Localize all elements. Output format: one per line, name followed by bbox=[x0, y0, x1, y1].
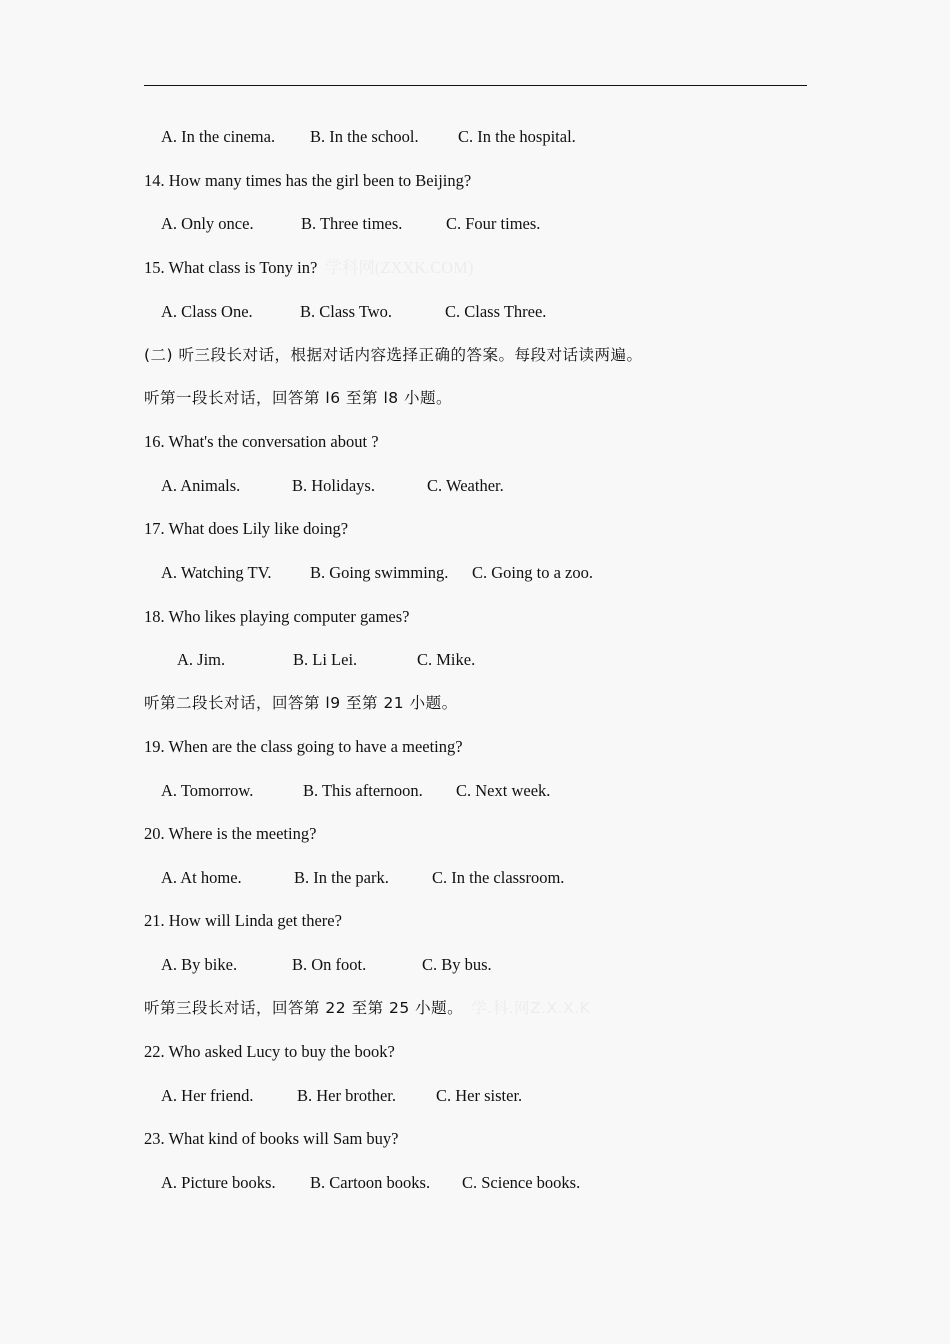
q20-question: 20. Where is the meeting? bbox=[144, 824, 317, 843]
q23-question: 23. What kind of books will Sam buy? bbox=[144, 1129, 399, 1148]
q23-option-a: A. Picture books. bbox=[161, 1173, 276, 1192]
q20-option-a: A. At home. bbox=[161, 868, 242, 887]
dialog3-instruction-line bbox=[144, 998, 590, 1018]
q18-option-a: A. Jim. bbox=[177, 650, 226, 669]
dialog3-watermark: 学.科.网Z.X.X.K bbox=[471, 999, 591, 1017]
q13-option-c: C. In the hospital. bbox=[458, 127, 576, 146]
dialog1-instruction: 听第一段长对话，回答第 l6 至第 l8 小题。 bbox=[144, 389, 453, 407]
q21-option-a: A. By bike. bbox=[161, 955, 238, 974]
q18-question: 18. Who likes playing computer games? bbox=[144, 607, 410, 626]
q13-option-b: B. In the school. bbox=[310, 127, 419, 146]
q16-option-a: A. Animals. bbox=[161, 476, 241, 495]
q16-question: 16. What's the conversation about ? bbox=[144, 432, 379, 451]
header-rule bbox=[144, 85, 807, 86]
dialog3-instruction: 听第三段长对话，回答第 22 至第 25 小题。 bbox=[144, 999, 464, 1017]
q17-option-c: C. Going to a zoo. bbox=[472, 563, 593, 582]
q14-option-c: C. Four times. bbox=[446, 214, 541, 233]
q22-option-c: C. Her sister. bbox=[436, 1086, 523, 1105]
q18-option-c: C. Mike. bbox=[417, 650, 476, 669]
q15-watermark: 学科网(ZXXK.COM) bbox=[325, 258, 474, 277]
q22-option-b: B. Her brother. bbox=[297, 1086, 396, 1105]
q14-option-a: A. Only once. bbox=[161, 214, 254, 233]
q13-option-a: A. In the cinema. bbox=[161, 127, 276, 146]
q23-option-c: C. Science books. bbox=[462, 1173, 581, 1192]
q17-option-a: A. Watching TV. bbox=[161, 563, 272, 582]
section2-heading: (二) 听三段长对话，根据对话内容选择正确的答案。每段对话读两遍。 bbox=[144, 346, 643, 364]
q21-option-b: B. On foot. bbox=[292, 955, 367, 974]
q16-option-b: B. Holidays. bbox=[292, 476, 375, 495]
q15-option-b: B. Class Two. bbox=[300, 302, 393, 321]
q23-option-b: B. Cartoon books. bbox=[310, 1173, 431, 1192]
q20-option-b: B. In the park. bbox=[294, 868, 389, 887]
q16-option-c: C. Weather. bbox=[427, 476, 504, 495]
q14-question: 14. How many times has the girl been to Beijing? bbox=[144, 171, 472, 190]
q21-option-c: C. By bus. bbox=[422, 955, 492, 974]
q19-option-a: A. Tomorrow. bbox=[161, 781, 254, 800]
q14-option-b: B. Three times. bbox=[301, 214, 403, 233]
q15-option-c: C. Class Three. bbox=[445, 302, 547, 321]
q18-option-b: B. Li Lei. bbox=[293, 650, 358, 669]
dialog2-instruction: 听第二段长对话，回答第 l9 至第 21 小题。 bbox=[144, 694, 458, 712]
q15-line bbox=[144, 258, 473, 278]
q15-question: 15. What class is Tony in? bbox=[144, 258, 318, 277]
q15-option-a: A. Class One. bbox=[161, 302, 253, 321]
q22-question: 22. Who asked Lucy to buy the book? bbox=[144, 1042, 395, 1061]
q17-question: 17. What does Lily like doing? bbox=[144, 519, 349, 538]
q17-option-b: B. Going swimming. bbox=[310, 563, 449, 582]
q21-question: 21. How will Linda get there? bbox=[144, 911, 342, 930]
q19-option-b: B. This afternoon. bbox=[303, 781, 423, 800]
q20-option-c: C. In the classroom. bbox=[432, 868, 565, 887]
q19-option-c: C. Next week. bbox=[456, 781, 551, 800]
q19-question: 19. When are the class going to have a meeting? bbox=[144, 737, 463, 756]
q22-option-a: A. Her friend. bbox=[161, 1086, 254, 1105]
